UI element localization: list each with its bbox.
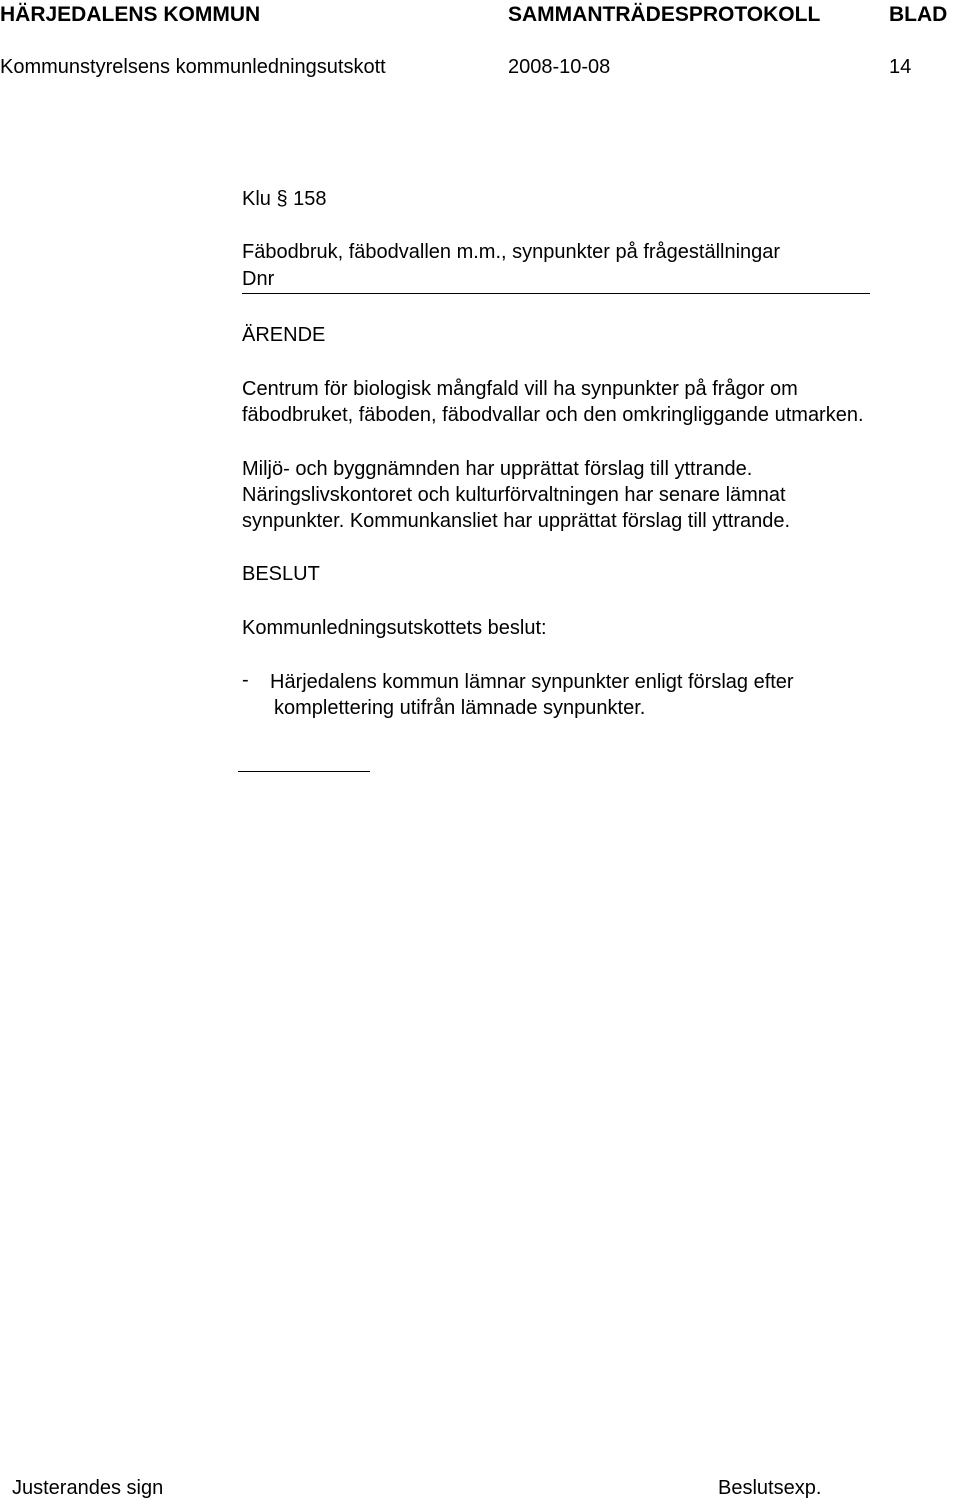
exp-label: Beslutsexp. — [718, 1477, 822, 1499]
beslut-heading: BESLUT — [242, 563, 320, 585]
arende-p1-line-2: fäbodbruket, fäboden, fäbodvallar och den omkringliggande utmarken. — [242, 404, 864, 426]
arende-paragraph-1 — [242, 376, 864, 428]
org-name: HÄRJEDALENS KOMMUN — [0, 3, 261, 26]
section-title: Fäbodbruk, fäbodvallen m.m., synpunkter på frågeställningar — [242, 241, 781, 263]
paragraph-id: Klu § 158 — [242, 188, 327, 210]
arende-p2-line-3: synpunkter. Kommunkansliet har upprättat förslag till yttrande. — [242, 510, 791, 532]
arende-paragraph-2 — [242, 456, 790, 534]
committee-name: Kommunstyrelsens kommunledningsutskott — [0, 56, 386, 78]
beslut-intro: Kommunledningsutskottets beslut: — [242, 617, 547, 639]
arende-p1-line-1: Centrum för biologisk mångfald vill ha synpunkter på frågor om — [242, 378, 798, 400]
arende-p2-line-1: Miljö- och byggnämnden har upprättat förslag till yttrande. — [242, 458, 753, 480]
beslut-item — [270, 669, 794, 721]
sign-label: Justerandes sign — [12, 1477, 164, 1499]
title-underline — [242, 293, 870, 294]
dnr-label: Dnr — [242, 268, 275, 290]
beslut-item-line-1: Härjedalens kommun lämnar synpunkter enligt förslag efter — [270, 671, 794, 693]
bullet-dash: - — [242, 669, 249, 691]
arende-heading: ÄRENDE — [242, 324, 326, 346]
meeting-date: 2008-10-08 — [508, 56, 611, 78]
arende-p2-line-2: Näringslivskontoret och kulturförvaltningen har senare lämnat — [242, 484, 786, 506]
page-number: 14 — [889, 56, 912, 78]
blad-label: BLAD — [889, 3, 948, 26]
beslut-item-line-2: komplettering utifrån lämnade synpunkter. — [274, 697, 646, 719]
doc-type: SAMMANTRÄDESPROTOKOLL — [508, 3, 821, 26]
end-rule — [238, 771, 370, 772]
